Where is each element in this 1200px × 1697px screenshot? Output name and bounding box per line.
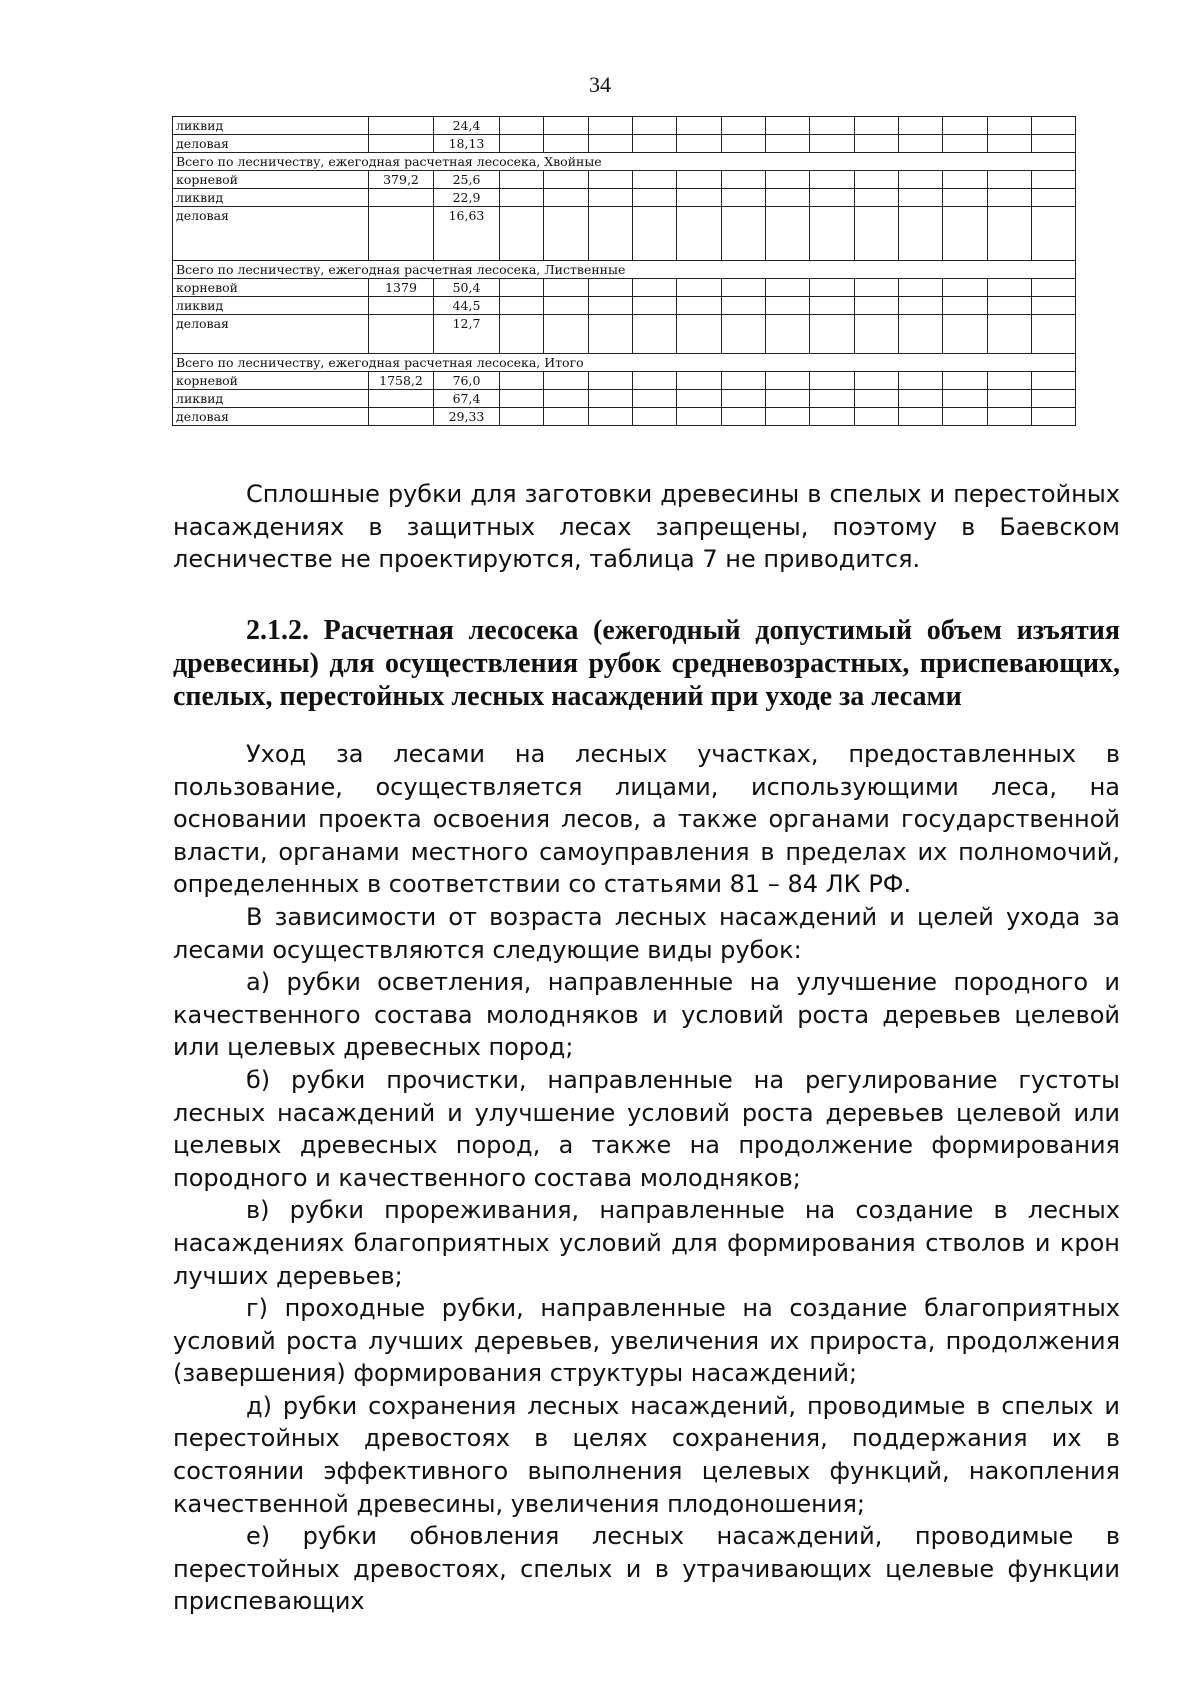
volume-value: 29,33	[434, 408, 500, 426]
empty-cell	[633, 315, 677, 354]
empty-cell	[500, 315, 544, 354]
empty-cell	[677, 279, 721, 297]
empty-cell	[810, 135, 854, 153]
empty-cell	[899, 207, 943, 261]
empty-cell	[588, 279, 632, 297]
empty-cell	[677, 189, 721, 207]
empty-cell	[943, 171, 987, 189]
empty-cell	[588, 315, 632, 354]
row-label: ликвид	[173, 117, 369, 135]
group-label: Всего по лесничеству, ежегодная расчетная лесосека, Хвойные	[173, 153, 1076, 171]
empty-cell	[677, 207, 721, 261]
empty-cell	[987, 171, 1031, 189]
table-row	[173, 189, 1121, 207]
empty-cell	[500, 372, 544, 390]
empty-cell	[633, 372, 677, 390]
empty-cell	[677, 117, 721, 135]
empty-cell	[766, 135, 810, 153]
empty-cell	[1032, 171, 1076, 189]
list-item-b: б) рубки прочистки, направленные на регулирование густоты лесных насаждений и улучшение условий роста деревьев целевой или целевых древесных пород, а также на продолжение формирования породного и качественного состава молодняков;	[173, 1065, 1120, 1192]
empty-cell	[544, 279, 588, 297]
group-label: Всего по лесничеству, ежегодная расчетная лесосека, Итого	[173, 354, 1076, 372]
empty-cell	[899, 171, 943, 189]
area-value: 1379	[369, 279, 434, 297]
empty-cell	[500, 390, 544, 408]
empty-cell	[500, 408, 544, 426]
empty-cell	[854, 297, 898, 315]
table-row	[173, 135, 1121, 153]
intro-paragraph: Сплошные рубки для заготовки древесины в спелых и перестойных насаждениях в защитных лесах запрещены, поэтому в Баевском лесничестве не проектируются, таблица 7 не приводится.	[173, 480, 1120, 574]
section-heading: 2.1.2. Расчетная лесосека (ежегодный допустимый объем изъятия древесины) для осуществления рубок средневозрастных, приспевающих, спелых, перестойных лесных насаждений при уходе за лесами	[173, 615, 1120, 712]
area-value	[369, 315, 434, 354]
table-group-row	[173, 153, 1121, 171]
table-row	[173, 171, 1121, 189]
empty-cell	[899, 408, 943, 426]
empty-cell	[810, 279, 854, 297]
empty-cell	[899, 390, 943, 408]
empty-cell	[766, 372, 810, 390]
empty-cell	[943, 117, 987, 135]
empty-cell	[810, 372, 854, 390]
empty-cell	[854, 390, 898, 408]
empty-cell	[1032, 207, 1076, 261]
empty-cell	[810, 297, 854, 315]
empty-cell	[544, 171, 588, 189]
empty-cell	[987, 207, 1031, 261]
empty-cell	[943, 372, 987, 390]
empty-cell	[633, 207, 677, 261]
empty-cell	[810, 390, 854, 408]
empty-cell	[588, 207, 632, 261]
empty-cell	[677, 135, 721, 153]
empty-cell	[721, 297, 765, 315]
empty-cell	[987, 315, 1031, 354]
empty-cell	[633, 408, 677, 426]
empty-cell	[943, 189, 987, 207]
row-label: деловая	[173, 135, 369, 153]
area-value	[369, 408, 434, 426]
empty-cell	[899, 117, 943, 135]
empty-cell	[633, 189, 677, 207]
row-label: деловая	[173, 315, 369, 354]
table-group-row	[173, 261, 1121, 279]
empty-cell	[766, 279, 810, 297]
empty-cell	[588, 189, 632, 207]
empty-cell	[987, 408, 1031, 426]
empty-cell	[854, 372, 898, 390]
empty-cell	[1032, 372, 1076, 390]
intro-section	[173, 478, 1120, 576]
empty-cell	[854, 171, 898, 189]
empty-cell	[943, 207, 987, 261]
list-item-v: в) рубки прореживания, направленные на создание в лесных насаждениях благоприятных условий для формирования стволов и крон лучших деревьев;	[173, 1196, 1120, 1290]
empty-cell	[544, 135, 588, 153]
empty-cell	[854, 117, 898, 135]
empty-cell	[943, 408, 987, 426]
empty-cell	[633, 117, 677, 135]
empty-cell	[544, 189, 588, 207]
empty-cell	[1032, 189, 1076, 207]
list-item-d: д) рубки сохранения лесных насаждений, проводимые в спелых и перестойных древостоях в целях сохранения, поддержания их в состоянии эффективного выполнения целевых функций, накопления качественной древесины, увеличения плодоношения;	[173, 1391, 1120, 1518]
empty-cell	[633, 171, 677, 189]
empty-cell	[810, 189, 854, 207]
empty-cell	[544, 117, 588, 135]
empty-cell	[899, 279, 943, 297]
area-value: 379,2	[369, 171, 434, 189]
empty-cell	[721, 135, 765, 153]
empty-cell	[721, 189, 765, 207]
empty-cell	[544, 408, 588, 426]
empty-cell	[943, 315, 987, 354]
row-label: корневой	[173, 372, 369, 390]
empty-cell	[810, 408, 854, 426]
empty-cell	[500, 279, 544, 297]
empty-cell	[987, 135, 1031, 153]
empty-cell	[721, 372, 765, 390]
empty-cell	[766, 297, 810, 315]
empty-cell	[854, 315, 898, 354]
empty-cell	[677, 372, 721, 390]
row-label: ликвид	[173, 390, 369, 408]
empty-cell	[766, 189, 810, 207]
empty-cell	[987, 372, 1031, 390]
empty-cell	[544, 297, 588, 315]
empty-cell	[766, 117, 810, 135]
empty-cell	[766, 408, 810, 426]
table-row	[173, 408, 1121, 426]
table-row	[173, 315, 1121, 354]
empty-cell	[588, 390, 632, 408]
table-row	[173, 279, 1121, 297]
empty-cell	[721, 390, 765, 408]
empty-cell	[1032, 408, 1076, 426]
empty-cell	[854, 135, 898, 153]
area-value	[369, 390, 434, 408]
row-label: деловая	[173, 408, 369, 426]
empty-cell	[677, 297, 721, 315]
paragraph: В зависимости от возраста лесных насаждений и целей ухода за лесами осуществляются следующие виды рубок:	[173, 902, 1120, 964]
row-label: корневой	[173, 171, 369, 189]
row-label: ликвид	[173, 189, 369, 207]
volume-value: 24,4	[434, 117, 500, 135]
empty-cell	[721, 279, 765, 297]
empty-cell	[588, 171, 632, 189]
empty-cell	[721, 408, 765, 426]
empty-cell	[721, 117, 765, 135]
group-label: Всего по лесничеству, ежегодная расчетная лесосека, Лиственные	[173, 261, 1076, 279]
empty-cell	[810, 171, 854, 189]
volume-value: 12,7	[434, 315, 500, 354]
empty-cell	[588, 372, 632, 390]
empty-cell	[500, 207, 544, 261]
empty-cell	[987, 189, 1031, 207]
empty-cell	[899, 297, 943, 315]
row-label: ликвид	[173, 297, 369, 315]
empty-cell	[854, 279, 898, 297]
area-value	[369, 207, 434, 261]
list-item-g: г) проходные рубки, направленные на создание благоприятных условий роста лучших деревьев, увеличения их прироста, продолжения (завершения) формирования структуры насаждений;	[173, 1294, 1120, 1388]
empty-cell	[987, 117, 1031, 135]
table-row	[173, 390, 1121, 408]
empty-cell	[721, 207, 765, 261]
empty-cell	[766, 390, 810, 408]
empty-cell	[588, 135, 632, 153]
empty-cell	[810, 207, 854, 261]
empty-cell	[766, 207, 810, 261]
empty-cell	[588, 297, 632, 315]
empty-cell	[677, 315, 721, 354]
empty-cell	[854, 408, 898, 426]
empty-cell	[588, 408, 632, 426]
volume-value: 67,4	[434, 390, 500, 408]
empty-cell	[899, 372, 943, 390]
empty-cell	[810, 117, 854, 135]
empty-cell	[633, 135, 677, 153]
empty-cell	[854, 207, 898, 261]
empty-cell	[810, 315, 854, 354]
empty-cell	[943, 297, 987, 315]
empty-cell	[544, 390, 588, 408]
empty-cell	[766, 171, 810, 189]
area-value	[369, 297, 434, 315]
empty-cell	[500, 297, 544, 315]
empty-cell	[943, 279, 987, 297]
volume-value: 16,63	[434, 207, 500, 261]
list-item-a: а) рубки осветления, направленные на улучшение породного и качественного состава молодняков и условий роста деревьев целевой или целевых древесных пород;	[173, 968, 1120, 1062]
empty-cell	[899, 189, 943, 207]
table-row	[173, 117, 1121, 135]
cutting-area-table	[172, 116, 1121, 426]
empty-cell	[677, 408, 721, 426]
empty-cell	[500, 117, 544, 135]
empty-cell	[721, 171, 765, 189]
empty-cell	[500, 135, 544, 153]
empty-cell	[899, 315, 943, 354]
empty-cell	[899, 135, 943, 153]
empty-cell	[677, 390, 721, 408]
paragraph: Уход за лесами на лесных участках, предоставленных в пользование, осуществляется лицами, использующими леса, на основании проекта освоения лесов, а также органами государственной власти, органами местного самоуправления в пределах их полномочий, определенных в соответствии со статьями 81 – 84 ЛК РФ.	[173, 740, 1120, 899]
area-value	[369, 189, 434, 207]
empty-cell	[1032, 390, 1076, 408]
empty-cell	[633, 297, 677, 315]
empty-cell	[721, 315, 765, 354]
empty-cell	[1032, 279, 1076, 297]
table-row	[173, 207, 1121, 261]
empty-cell	[544, 315, 588, 354]
empty-cell	[500, 171, 544, 189]
empty-cell	[677, 171, 721, 189]
empty-cell	[1032, 297, 1076, 315]
empty-cell	[854, 189, 898, 207]
area-value	[369, 135, 434, 153]
empty-cell	[1032, 135, 1076, 153]
volume-value: 76,0	[434, 372, 500, 390]
list-item-e: е) рубки обновления лесных насаждений, проводимые в перестойных древостоях, спелых и в утрачивающих целевые функции приспевающих	[173, 1522, 1120, 1616]
page-number: 34	[589, 72, 611, 97]
empty-cell	[1032, 117, 1076, 135]
empty-cell	[1032, 315, 1076, 354]
table-row	[173, 372, 1121, 390]
empty-cell	[544, 207, 588, 261]
empty-cell	[766, 315, 810, 354]
volume-value: 22,9	[434, 189, 500, 207]
empty-cell	[633, 390, 677, 408]
empty-cell	[500, 189, 544, 207]
empty-cell	[943, 135, 987, 153]
table-group-row	[173, 354, 1121, 372]
row-label: деловая	[173, 207, 369, 261]
area-value	[369, 117, 434, 135]
empty-cell	[987, 297, 1031, 315]
main-text	[173, 738, 1120, 1618]
empty-cell	[588, 117, 632, 135]
empty-cell	[544, 372, 588, 390]
row-label: корневой	[173, 279, 369, 297]
empty-cell	[987, 279, 1031, 297]
volume-value: 50,4	[434, 279, 500, 297]
table-row	[173, 297, 1121, 315]
volume-value: 25,6	[434, 171, 500, 189]
empty-cell	[633, 279, 677, 297]
volume-value: 18,13	[434, 135, 500, 153]
empty-cell	[943, 390, 987, 408]
empty-cell	[987, 390, 1031, 408]
area-value: 1758,2	[369, 372, 434, 390]
volume-value: 44,5	[434, 297, 500, 315]
